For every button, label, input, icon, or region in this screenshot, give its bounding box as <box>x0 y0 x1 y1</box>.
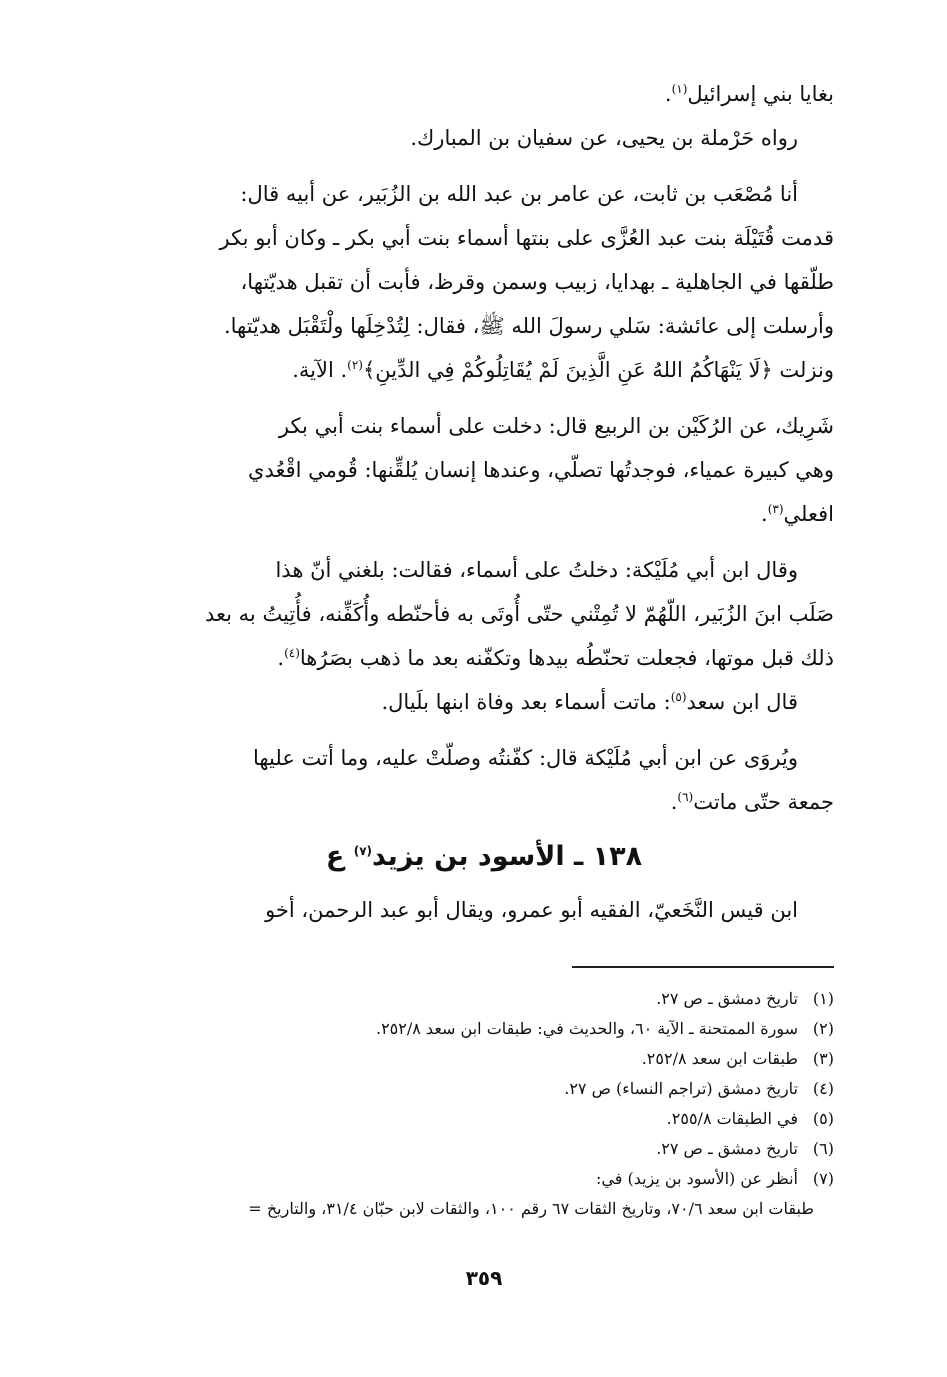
footnote-ref-4[interactable]: (٤) <box>284 646 300 660</box>
text-line <box>134 492 834 536</box>
footnote-text: تاريخ دمشق ـ ص ٢٧. <box>656 989 798 1008</box>
footnote-number: (٣) <box>812 1049 834 1068</box>
footnote-ref-3[interactable]: (٣) <box>767 502 784 516</box>
footnote-text: تاريخ دمشق ـ ص ٢٧. <box>656 1139 798 1158</box>
text-line <box>134 780 834 824</box>
footnote-item <box>134 1164 834 1194</box>
text-line: أنا مُصْعَب بن ثابت، عن عامر بن عبد الله بن الزُبَير، عن أبيه قال: <box>240 182 798 206</box>
footnote-divider <box>572 966 834 968</box>
footnote-number: (١) <box>812 989 834 1008</box>
footnote-ref-1[interactable]: (١) <box>671 82 688 96</box>
footnote-number: (٥) <box>812 1109 834 1128</box>
footnote-ref-6[interactable]: (٦) <box>677 790 694 804</box>
footnote-item <box>134 1074 834 1104</box>
text-line: رواه حَرْملة بن يحيى، عن سفيان بن المبارك. <box>410 126 798 150</box>
text-line: ويُروَى عن ابن أبي مُلَيْكة قال: كفّنتُه وصلّتْ عليه، وما أتت عليها <box>252 746 798 770</box>
text-span: افعلي <box>783 502 834 526</box>
text-span: بغايا بني إسرائيل <box>687 82 834 106</box>
text-line: طلّقها في الجاهلية ـ بهدايا، زبيب وسمن وقرظ، فأبت أن تقبل هديّتها، <box>240 270 834 294</box>
footnote-text: تاريخ دمشق (تراجم النساء) ص ٢٧. <box>564 1079 798 1098</box>
footnote-number: (٧) <box>812 1169 834 1188</box>
footnote-ref-7[interactable]: (٧) <box>353 844 373 858</box>
text-span: . <box>277 646 285 670</box>
entry-heading <box>134 832 834 882</box>
text-span: : ماتت أسماء بعد وفاة ابنها بلَيال. <box>381 690 671 714</box>
text-line <box>134 680 834 724</box>
text-span: قال ابن سعد <box>686 690 798 714</box>
footnote-text: أنظر عن (الأسود بن يزيد) في: <box>596 1169 798 1188</box>
footnote-ref-2[interactable]: (٢) <box>347 358 363 372</box>
footnote-item <box>134 1104 834 1134</box>
footnote-text: سورة الممتحنة ـ الآية ٦٠، والحديث في: طبقات ابن سعد ٢٥٢/٨. <box>375 1019 798 1038</box>
book-page <box>134 72 834 1362</box>
text-span: ذلك قبل موتها، فجعلت تحنّطُه بيدها وتكفّنه بعد ما ذهب بصَرُها <box>299 646 834 670</box>
text-span: جمعة حتّى ماتت <box>693 790 834 814</box>
footnote-item <box>134 1134 834 1164</box>
text-line: وهي كبيرة عمياء، فوجدتُها تصلّي، وعندها إنسان يُلقِّنها: قُومي اقْعُدي <box>248 458 834 482</box>
text-line: ابن قيس النَّخَعيّ، الفقيه أبو عمرو، ويقال أبو عبد الرحمن، أخو <box>265 898 798 922</box>
text-span: . <box>664 82 672 106</box>
footnote-item <box>134 1014 834 1044</box>
paragraph-5 <box>134 736 834 824</box>
footnote-item <box>134 984 834 1014</box>
page-number: ٣٥٩ <box>465 1266 503 1290</box>
footnote-item <box>134 1044 834 1074</box>
text-span: . الآية. <box>292 358 348 382</box>
text-line: صَلَب ابنَ الزُبَير، اللّهُمّ لا تُمِتْني حتّى أُوتَى به فأحنّطه وأُكَفِّنه، فأُتِيتُ به بعد <box>205 602 834 626</box>
footnote-number: (٦) <box>812 1139 834 1158</box>
text-line <box>134 636 834 680</box>
footnotes <box>134 984 834 1224</box>
heading-text: ١٣٨ ـ الأسود بن يزيد <box>372 841 643 872</box>
paragraph-4 <box>134 548 834 724</box>
paragraph-6 <box>134 888 834 932</box>
text-line: وقال ابن أبي مُلَيْكة: دخلتُ على أسماء، فقالت: بلغني أنّ هذا <box>275 558 798 582</box>
footnote-ref-5[interactable]: (٥) <box>670 690 687 704</box>
text-line: وأرسلت إلى عائشة: سَلي رسولَ الله ﷺ، فقال: لِتُدْخِلَها ولْتَقْبَل هديّتها. <box>223 314 834 338</box>
quran-verse: ونزلت ﴿لَا يَنْهَاكُمُ اللهُ عَنِ الَّذِينَ لَمْ يُقَاتِلُوكُمْ فِي الدِّينِ﴾ <box>362 358 834 382</box>
text-line: قدمت قُتَيْلَة بنت عبد العُزَّى على بنتها أسماء بنت أبي بكر ـ وكان أبو بكر <box>219 226 834 250</box>
footnote-number: (٢) <box>812 1019 834 1038</box>
text-line <box>134 348 834 392</box>
paragraph-2 <box>134 172 834 392</box>
footnote-text: طبقات ابن سعد ٢٥٢/٨. <box>641 1049 798 1068</box>
text-span: . <box>761 502 768 526</box>
text-span: . <box>670 790 678 814</box>
heading-suffix: ع <box>325 841 354 872</box>
paragraph-3 <box>134 404 834 536</box>
footnote-text: في الطبقات ٢٥٥/٨. <box>666 1109 798 1128</box>
footnote-number: (٤) <box>812 1079 834 1098</box>
paragraph-1 <box>134 72 834 160</box>
text-line: شَرِيك، عن الرُكَيْن بن الربيع قال: دخلت على أسماء بنت أبي بكر <box>278 414 834 438</box>
text-line <box>134 72 834 116</box>
footnote-continuation: طبقات ابن سعد ٧٠/٦، وتاريخ الثقات ٦٧ رقم ١٠٠، والثقات لابن حبّان ٣١/٤، والتاريخ = <box>248 1199 814 1218</box>
